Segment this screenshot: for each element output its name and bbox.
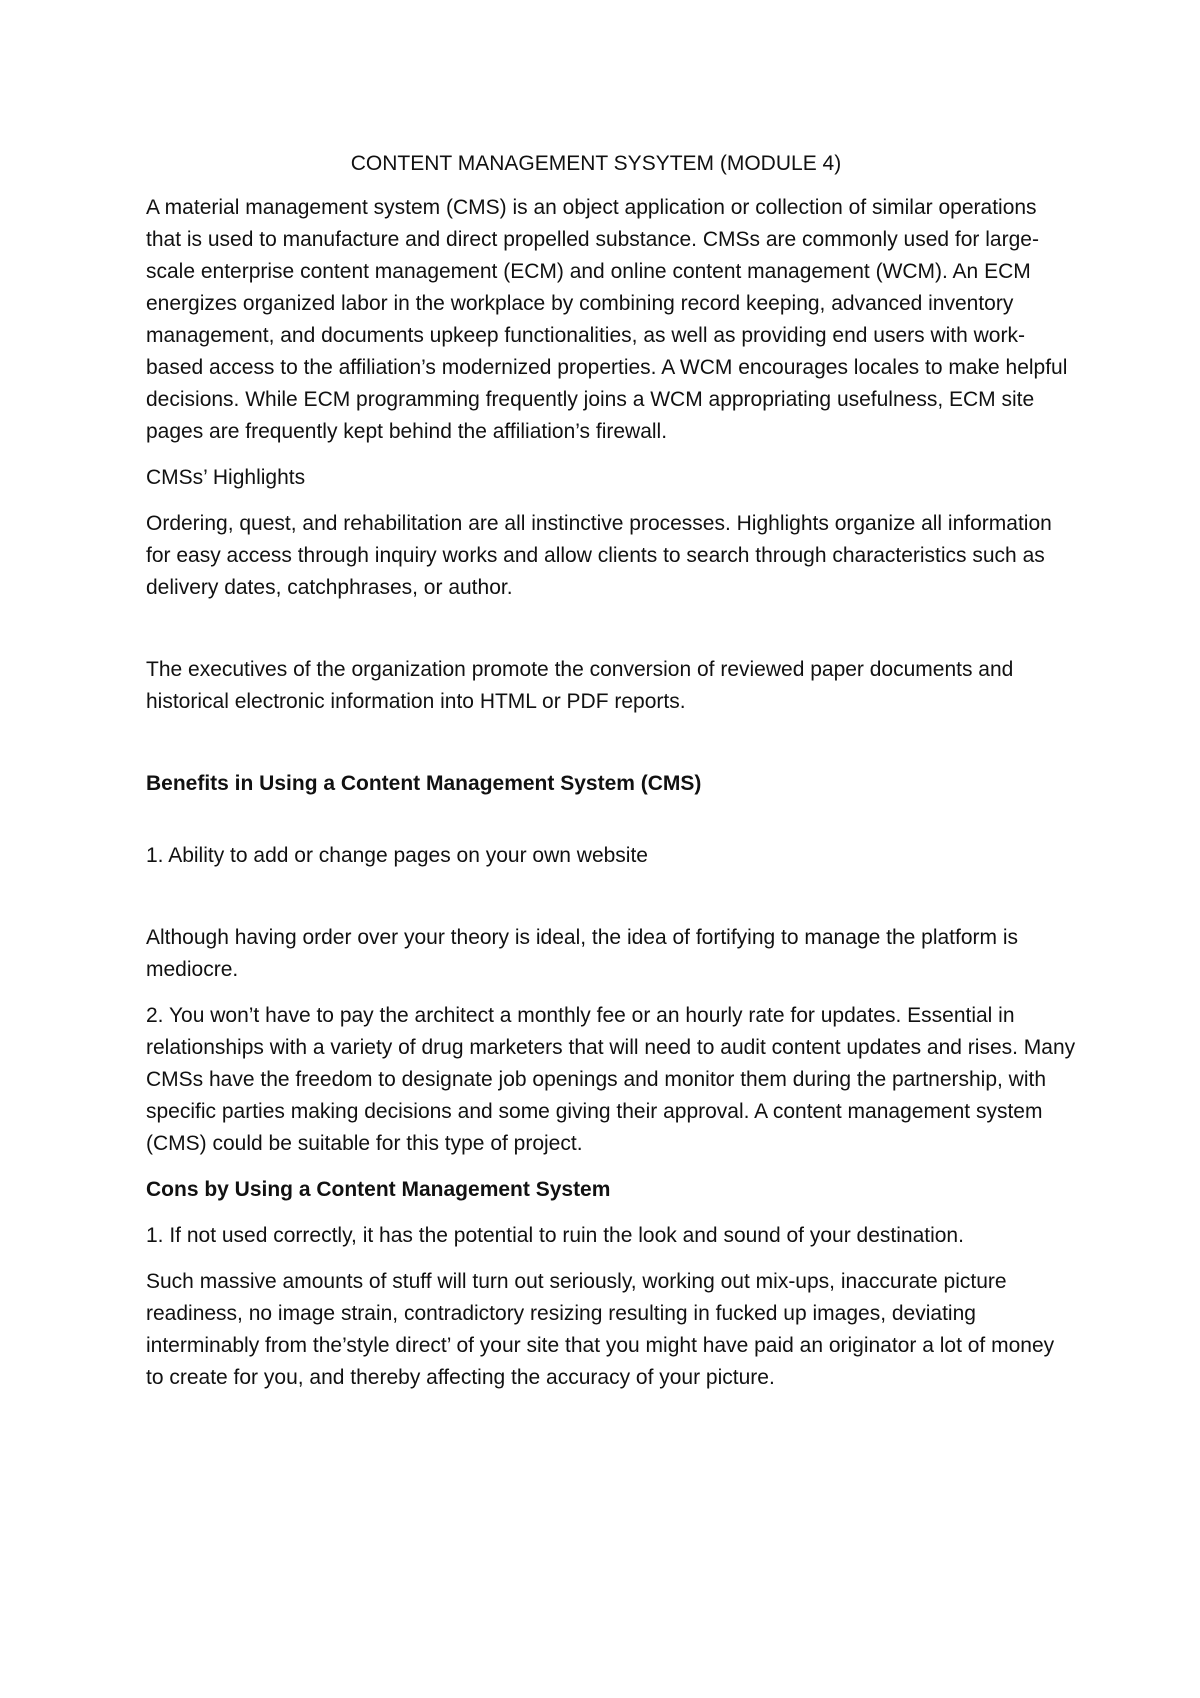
- con-1-item: 1. If not used correctly, it has the potential to ruin the look and sound of your destination.: [146, 1224, 964, 1247]
- executives-paragraph: The executives of the organization promote the conversion of reviewed paper documents and historical electronic information into HTML or PDF reports.: [146, 658, 1014, 713]
- intro-paragraph: A material management system (CMS) is an object application or collection of similar operations that is used to manufacture and direct propelled substance. CMSs are commonly used for large-scale enterprise content management (ECM) and online content management (WCM). An ECM energizes organized labor in the workplace by combining record keeping, advanced inventory management, and documents upkeep functionalities, as well as providing end users with work-based access to the affiliation’s modernized properties. A WCM encourages locales to make helpful decisions. While ECM programming frequently joins a WCM appropriating usefulness, ECM site pages are frequently kept behind the affiliation’s firewall.: [146, 196, 1068, 443]
- document-title: CONTENT MANAGEMENT SYSYTEM (MODULE 4): [350, 152, 842, 175]
- con-1-paragraph: Such massive amounts of stuff will turn out seriously, working out mix-ups, inaccurate picture readiness, no image strain, contradictory resizing resulting in fucked up images, deviating interminably from the’style direct’ of your site that you might have paid an originator a lot of money to create for you, and thereby affecting the accuracy of your picture.: [146, 1270, 1055, 1389]
- benefits-heading: Benefits in Using a Content Management System (CMS): [146, 772, 702, 795]
- benefit-1-paragraph: Although having order over your theory is ideal, the idea of fortifying to manage the platform is mediocre.: [146, 926, 1018, 981]
- benefit-2-item: 2. You won’t have to pay the architect a monthly fee or an hourly rate for updates. Essential in relationships with a variety of drug marketers that will need to audit content updates and rises. Many CMSs have the freedom to designate job openings and monitor them during the partnership, with specific parties making decisions and some giving their approval. A content management system (CMS) could be suitable for this type of project.: [146, 1004, 1076, 1155]
- cons-heading: Cons by Using a Content Management System: [146, 1178, 611, 1201]
- highlights-paragraph: Ordering, quest, and rehabilitation are all instinctive processes. Highlights organize all information for easy access through inquiry works and allow clients to search through characteristics such as delivery dates, catchphrases, or author.: [146, 512, 1052, 599]
- benefit-1-item: 1. Ability to add or change pages on your own website: [146, 844, 648, 867]
- highlights-heading: CMSs’ Highlights: [146, 466, 306, 489]
- document-page: [146, 148, 1076, 1408]
